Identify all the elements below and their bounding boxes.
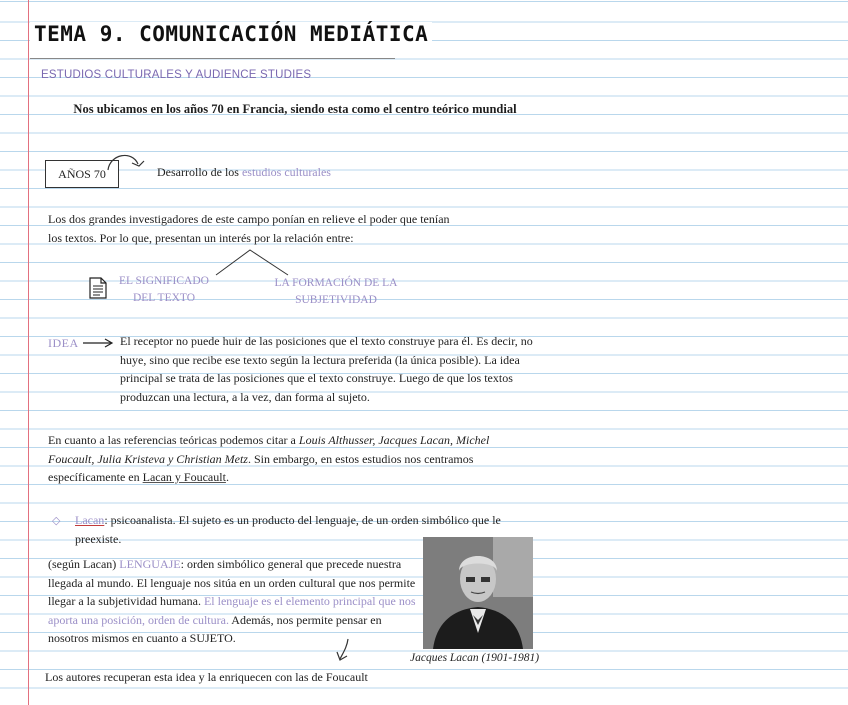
years-desc-highlight: estudios culturales [241,165,331,179]
intro-text: Nos ubicamos en los años 70 en Francia, siendo esta como el centro teórico mundial [73,102,517,116]
references-focus: Lacan y Foucault [142,470,226,484]
years-desc-prefix: Desarrollo de los [157,165,242,179]
lenguaje-prefix: (según Lacan) [48,557,120,571]
page-title: TEMA 9. COMUNICACIÓN MEDIÁTICA [30,22,432,46]
references-paragraph [48,431,538,487]
references-prefix: En cuanto a las referencias teóricas podemos citar a [48,433,299,447]
references-middle: . Sin embargo, en estos estudios nos centramos específicamente en [48,451,474,484]
branch-lines [212,248,292,278]
portrait-illustration [423,537,533,649]
concept-meaning: EL SIGNIFICADO DEL TEXTO [119,275,209,304]
lacan-portrait-photo [423,537,533,649]
paragraph-texts-power: Los dos grandes investigadores de este campo ponían en relieve el poder que tenían los textos. Por lo que, presentan un interés por la relación entre: [48,212,450,245]
photo-caption: Jacques Lacan (1901-1981) [410,652,540,664]
idea-label: IDEA [48,336,79,350]
idea-text: El receptor no puede huir de las posiciones que el texto construye para él. Es decir, no huye, sino que recibe ese texto según la lectura preferida (la única posible). La idea principal se trata de las posiciones que el texto construye. Luego de que los textos produzcan una lectura, a la vez, dan forma al sujeto. [120,334,533,404]
margin-line [28,0,29,705]
arrow-right-icon [82,337,114,349]
title-underline [30,58,395,59]
lenguaje-paragraph [48,555,418,648]
lacan-name: Lacan [75,513,105,527]
years-description [157,165,331,180]
lacan-text: : psicoanalista. El sujeto es un producto del lenguaje, de un orden simbólico que le preexiste. [75,513,501,546]
lenguaje-term: LENGUAJE [119,557,181,571]
lenguaje-text1: : orden simbólico general que precede nuestra llegada al mundo. El lenguaje nos sitúa en un orden cultural que nos permite llegar a la subjetividad humana. [48,557,416,608]
diamond-bullet-icon: ◇ [52,515,61,527]
curved-arrow-icon [104,150,152,172]
lenguaje-highlight: El lenguaje es el elemento principal que nos aporta una posición, orden de cultura. [48,594,416,627]
lenguaje-text2: Además, nos permite pensar en nosotros mismos en cuanto a SUJETO. [48,612,382,645]
closing-text: Los autores recuperan esta idea y la enriquecen con las de Foucault [45,670,368,684]
references-authors: Louis Althusser, Jacques Lacan, Michel Foucault, Julia Kristeva y Christian Metz [48,433,490,466]
page-subtitle: ESTUDIOS CULTURALES Y AUDIENCE STUDIES [41,69,312,81]
years-label: AÑOS 70 [58,166,106,181]
concept-subjectivity: LA FORMACIÓN DE LA SUBJETIVIDAD [274,277,398,306]
curved-down-arrow-icon [335,637,351,663]
references-end: . [225,470,229,484]
document-icon [89,277,107,299]
